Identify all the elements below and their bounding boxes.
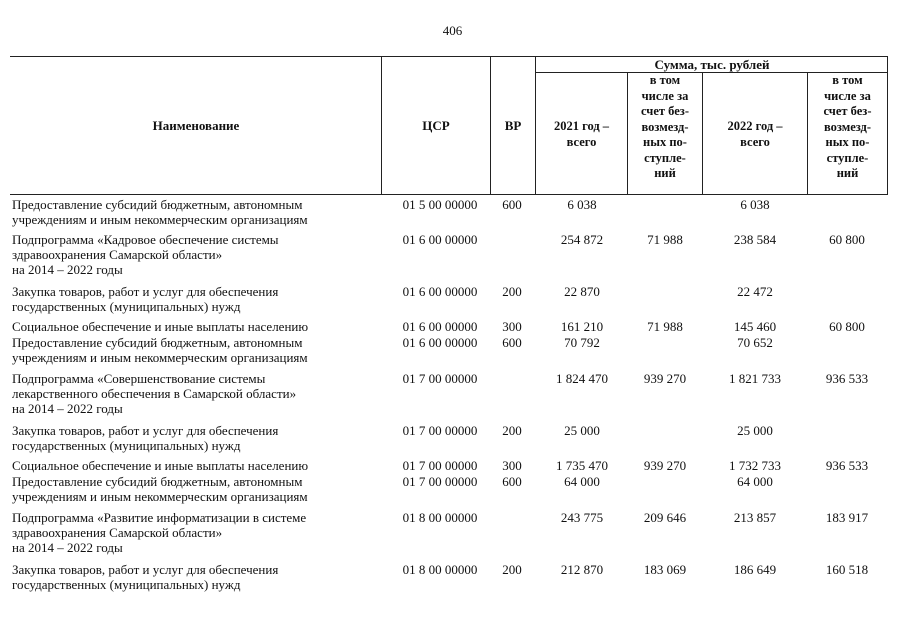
row-vr: 300 xyxy=(502,458,522,473)
row-2022-total: 1 732 733 xyxy=(729,458,781,473)
row-name xyxy=(12,284,380,314)
row-vr: 300 xyxy=(502,319,522,334)
row-name xyxy=(12,423,380,453)
row-name-line: Социальное обеспечение и иные выплаты населению xyxy=(12,319,309,334)
row-csr: 01 7 00 00000 xyxy=(402,458,478,473)
header-2021-line: 2021 год – xyxy=(553,119,610,133)
header-vr: ВР xyxy=(504,118,522,133)
header-incl-line: ний xyxy=(654,166,676,180)
row-csr: 01 6 00 00000 xyxy=(402,284,478,299)
header-incl-line: счет без- xyxy=(641,104,689,118)
row-2021-total: 70 792 xyxy=(564,335,600,350)
row-2021-total: 161 210 xyxy=(560,319,604,334)
row-name-line: Социальное обеспечение и иные выплаты населению xyxy=(12,458,309,473)
row-csr: 01 7 00 00000 xyxy=(402,371,478,386)
row-name xyxy=(12,510,380,555)
row-name-line: государственных (муниципальных) нужд xyxy=(12,577,241,592)
header-2022-line: 2022 год – xyxy=(727,119,783,133)
header-2022-incl xyxy=(808,73,887,182)
header-incl-line: ных по- xyxy=(825,135,870,149)
header-incl-line: ступле- xyxy=(826,150,869,165)
row-2022-total: 186 649 xyxy=(733,562,777,577)
row-2022-incl: 160 518 xyxy=(825,562,869,577)
row-name xyxy=(12,371,380,416)
row-csr: 01 6 00 00000 xyxy=(402,335,478,350)
row-2022-total: 145 460 xyxy=(733,319,777,334)
row-name-line: Закупка товаров, работ и услуг для обеспечения xyxy=(12,423,279,438)
row-csr: 01 6 00 00000 xyxy=(402,319,478,334)
row-name-line: государственных (муниципальных) нужд xyxy=(12,438,241,453)
row-2021-total: 22 870 xyxy=(564,284,600,299)
header-incl-line: ступле- xyxy=(644,150,686,165)
row-2022-total: 25 000 xyxy=(737,423,773,438)
row-name-line: на 2014 – 2022 годы xyxy=(12,540,123,555)
row-name-line: учреждениям и иным некоммерческим организациям xyxy=(12,489,308,504)
row-2022-total: 22 472 xyxy=(737,284,773,299)
row-name-line: Подпрограмма «Кадровое обеспечение системы xyxy=(12,232,279,247)
header-incl-line: в том xyxy=(649,73,681,87)
header-incl-line: возмезд- xyxy=(641,119,689,134)
row-2021-incl: 71 988 xyxy=(647,319,683,334)
header-csr: ЦСР xyxy=(422,118,450,133)
row-csr: 01 7 00 00000 xyxy=(402,423,478,438)
row-2021-total: 64 000 xyxy=(564,474,600,489)
row-name xyxy=(12,319,380,334)
row-name xyxy=(12,232,380,277)
row-vr: 600 xyxy=(502,335,522,350)
header-incl-line: возмезд- xyxy=(823,119,872,134)
row-2021-incl: 209 646 xyxy=(643,510,687,525)
row-name-line: Предоставление субсидий бюджетным, автономным xyxy=(12,197,303,212)
row-2022-total: 213 857 xyxy=(733,510,777,525)
row-name-line: на 2014 – 2022 годы xyxy=(12,401,123,416)
row-2022-total: 1 821 733 xyxy=(729,371,781,386)
row-csr: 01 8 00 00000 xyxy=(402,562,478,577)
row-2021-total: 1 824 470 xyxy=(556,371,608,386)
row-name-line: Предоставление субсидий бюджетным, автономным xyxy=(12,474,303,489)
row-name xyxy=(12,458,380,473)
row-2021-incl: 183 069 xyxy=(643,562,687,577)
header-incl-line: в том xyxy=(832,73,863,87)
row-2022-total: 238 584 xyxy=(733,232,777,247)
row-name xyxy=(12,335,380,365)
row-2021-incl: 939 270 xyxy=(643,371,687,386)
header-2021-incl xyxy=(628,73,702,182)
header-incl-line: ных по- xyxy=(643,135,687,149)
row-2022-incl: 183 917 xyxy=(825,510,869,525)
row-name-line: учреждениям и иным некоммерческим организациям xyxy=(12,350,308,365)
row-2021-incl: 939 270 xyxy=(643,458,687,473)
header-sum-group: Сумма, тыс. рублей xyxy=(654,57,770,72)
row-2022-incl: 60 800 xyxy=(829,319,865,334)
header-name: Наименование xyxy=(152,118,240,133)
header-2021-line: всего xyxy=(566,134,597,149)
row-2021-total: 243 775 xyxy=(560,510,604,525)
row-name-line: лекарственного обеспечения в Самарской области» xyxy=(12,386,297,401)
header-incl-line: ний xyxy=(836,166,859,180)
row-name-line: здравоохранения Самарской области» xyxy=(12,247,223,262)
row-2022-incl: 60 800 xyxy=(829,232,865,247)
row-vr: 200 xyxy=(502,423,522,438)
row-name-line: на 2014 – 2022 годы xyxy=(12,262,123,277)
row-2022-incl: 936 533 xyxy=(825,458,869,473)
row-2022-total: 6 038 xyxy=(740,197,770,212)
row-2022-total: 70 652 xyxy=(737,335,773,350)
row-vr: 600 xyxy=(502,197,522,212)
row-name-line: Подпрограмма «Развитие информатизации в системе xyxy=(12,510,307,525)
header-2021-total xyxy=(536,119,627,150)
row-vr: 600 xyxy=(502,474,522,489)
row-csr: 01 8 00 00000 xyxy=(402,510,478,525)
row-2021-total: 254 872 xyxy=(560,232,604,247)
row-name xyxy=(12,562,380,592)
row-vr: 200 xyxy=(502,562,522,577)
row-2021-total: 212 870 xyxy=(560,562,604,577)
row-2022-incl: 936 533 xyxy=(825,371,869,386)
row-name xyxy=(12,197,380,227)
row-name-line: Предоставление субсидий бюджетным, автономным xyxy=(12,335,303,350)
row-name-line: Закупка товаров, работ и услуг для обеспечения xyxy=(12,562,279,577)
row-name-line: Закупка товаров, работ и услуг для обеспечения xyxy=(12,284,279,299)
row-vr: 200 xyxy=(502,284,522,299)
header-2022-line: всего xyxy=(740,134,770,149)
header-incl-line: числе за xyxy=(824,88,871,103)
row-csr: 01 6 00 00000 xyxy=(402,232,478,247)
row-name-line: учреждениям и иным некоммерческим организациям xyxy=(12,212,308,227)
row-csr: 01 5 00 00000 xyxy=(402,197,478,212)
row-name xyxy=(12,474,380,504)
header-bottom-rule xyxy=(10,194,888,195)
table-right-edge xyxy=(887,56,888,195)
row-name-line: Подпрограмма «Совершенствование системы xyxy=(12,371,266,386)
row-2021-total: 25 000 xyxy=(564,423,600,438)
row-2022-total: 64 000 xyxy=(737,474,773,489)
row-csr: 01 7 00 00000 xyxy=(402,474,478,489)
row-2021-incl: 71 988 xyxy=(647,232,683,247)
header-incl-line: счет без- xyxy=(823,104,872,118)
row-2021-total: 1 735 470 xyxy=(556,458,608,473)
row-name-line: здравоохранения Самарской области» xyxy=(12,525,223,540)
header-incl-line: числе за xyxy=(641,88,689,103)
row-2021-total: 6 038 xyxy=(567,197,597,212)
row-name-line: государственных (муниципальных) нужд xyxy=(12,299,241,314)
header-2022-total xyxy=(703,119,807,150)
page-number: 406 xyxy=(442,23,463,38)
